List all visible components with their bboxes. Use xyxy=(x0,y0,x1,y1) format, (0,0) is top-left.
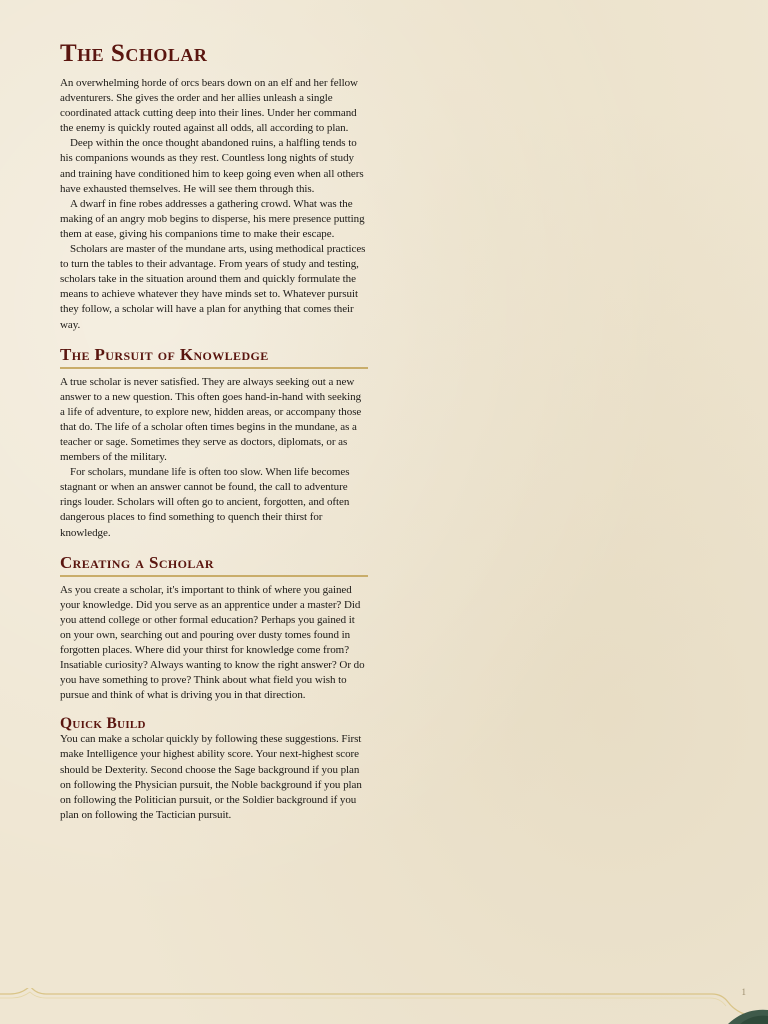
intro-paragraph: A dwarf in fine robes addresses a gathering crowd. What was the making of an angry mob begins to disperse, his mere presence putting them at ease, giving his companions time to make their escape. xyxy=(60,197,365,240)
subsection-heading-quick-build: Quick Build xyxy=(60,715,146,733)
page-footer-ornament xyxy=(0,988,768,1024)
main-column xyxy=(60,40,368,823)
quick-build-paragraph: You can make a scholar quickly by following these suggestions. First make Intelligence your highest ability score. Your next-highest score should be Dexterity. Second choose the Sage background if you plan on following the Physician pursuit, the Noble background if you plan on following the Politician pursuit, or the Soldier background if you plan on following the Tactician pursuit. xyxy=(60,733,362,821)
intro-paragraph: Scholars are master of the mundane arts, using methodical practices to turn the tables to their advantage. From years of study and testing, scholars take in the situation around them and quickly formulate the means to achieve whatever they have minds set to. Whatever pursuit they follow, a scholar will have a plan for anything that comes their way. xyxy=(60,243,366,331)
pursuit-paragraph: A true scholar is never satisfied. They are always seeking out a new answer to a new question. This often goes hand-in-hand with seeking a life of adventure, to explore new, hidden areas, or accompany those that do. The life of a scholar often times begins in the mundane, as a teacher or sage. Sometimes they serve as doctors, diplomats, or as members of the military. xyxy=(60,375,362,464)
intro-paragraph: Deep within the once thought abandoned ruins, a halfling tends to his companions wounds as they rest. Countless long nights of study and training have conditioned him to keep going even when all others have exhausted themselves. He will see them through this. xyxy=(60,137,364,195)
intro-paragraph: An overwhelming horde of orcs bears down on an elf and her fellow adventurers. She gives the order and her allies unleash a single coordinated attack cutting deep into their lines. Under her command the enemy is quickly routed against all odds, all according to plan. xyxy=(60,77,358,135)
section-heading-pursuit: The Pursuit of Knowledge xyxy=(60,345,368,369)
page-number: 1 xyxy=(741,987,746,997)
pursuit-paragraph: For scholars, mundane life is often too slow. When life becomes stagnant or when an answer cannot be found, the call to adventure rings louder. Scholars will often go to ancient, forgotten, and often dangerous places to find something to quench their thirst for knowledge. xyxy=(60,466,350,539)
creating-paragraph: As you create a scholar, it's important to think of where you gained your knowledge. Did you serve as an apprentice under a master? Did you attend college or other formal education? Perhaps you gained it on your own, searching out and pouring over dusty tomes found in forgotten places. Where did your thirst for knowledge come from? Insatiable curiosity? Always wanting to know the right answer? Or do you have something to prove? Think about what field you wish to pursue and think of what is driving you in that direction. xyxy=(60,583,365,702)
page-title: The Scholar xyxy=(60,40,208,67)
section-heading-creating: Creating a Scholar xyxy=(60,553,368,577)
